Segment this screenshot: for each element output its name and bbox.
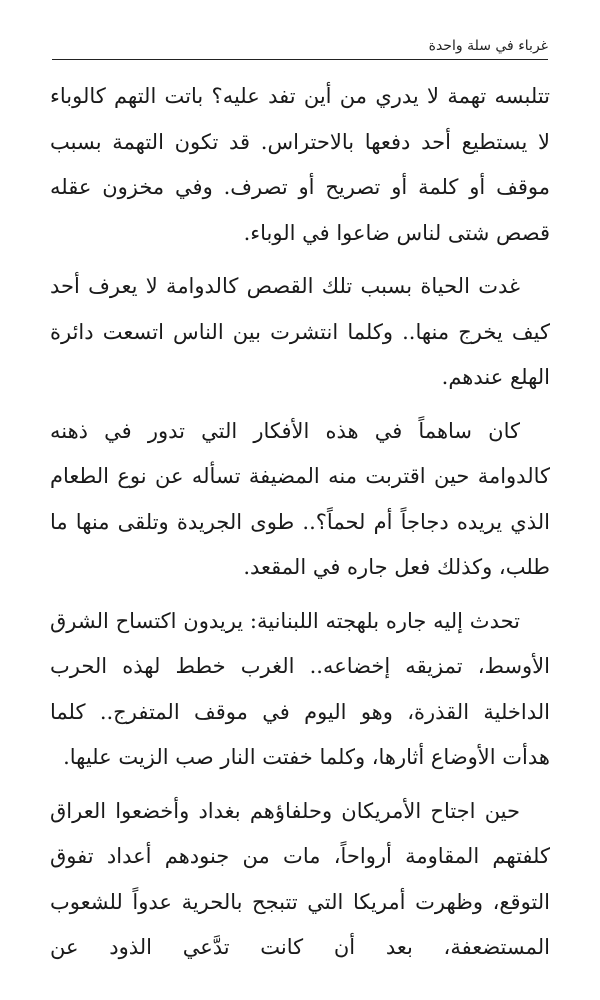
- paragraph: تحدث إليه جاره بلهجته اللبنانية: يريدون اكتساح الشرق الأوسط، تمزيقه إخضاعه.. الغرب خطط لهذه الحرب الداخلية القذرة، وهو اليوم في موقف المتفرج.. كلما هدأت الأوضاع أثارها، وكلما خفتت النار صب الزيت عليها.: [50, 608, 550, 769]
- paragraph: غدت الحياة بسبب تلك القصص كالدوامة لا يعرف أحد كيف يخرج منها.. وكلما انتشرت بين الناس اتسعت دائرة الهلع عندهم.: [50, 274, 550, 389]
- paragraph: تتلبسه تهمة لا يدري من أين تفد عليه؟ باتت التهم كالوباء لا يستطيع أحد دفعها بالاحتراس. قد تكون التهمة بسبب موقف أو كلمة أو تصريح أو تصرف. وفي مخزون عقله قصص شتى لناس ضاعوا في الوباء.: [50, 84, 550, 245]
- running-title: غرباء في سلة واحدة: [428, 38, 548, 54]
- running-header: [52, 36, 548, 60]
- paragraph: حين اجتاح الأمريكان وحلفاؤهم بغداد وأخضعوا العراق كلفتهم المقاومة أرواحاً، مات من جنودهم أعداد تفوق التوقع، وظهرت أمريكا التي تتبجح بالحرية عدواً للشعوب المستضعفة، بعد أن كانت تدَّعي الذود عن: [50, 798, 550, 959]
- body-text: [50, 74, 550, 979]
- paragraph: كان ساهماً في هذه الأفكار التي تدور في ذهنه كالدوامة حين اقتربت منه المضيفة تسأله عن نوع الطعام الذي يريده دجاجاً أم لحماً؟.. طوى الجريدة وتلقى منها ما طلب، وكذلك فعل جاره في المقعد.: [50, 418, 550, 579]
